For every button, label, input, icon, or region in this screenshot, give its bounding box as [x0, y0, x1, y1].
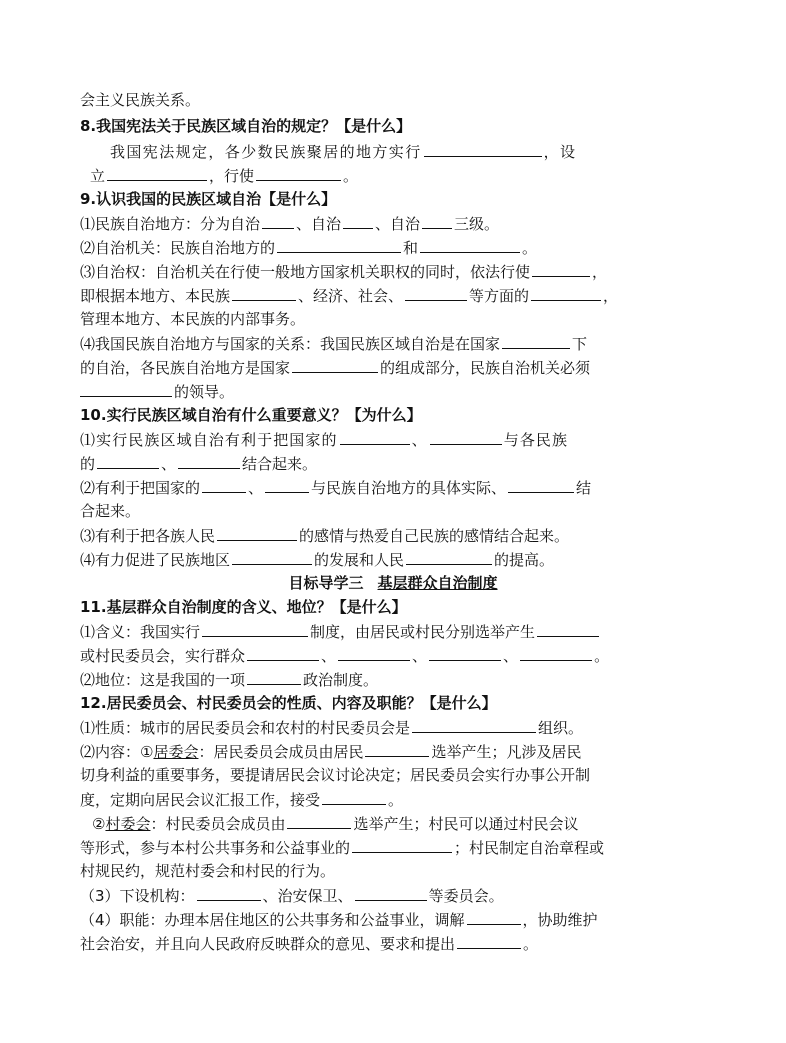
text: 、治安保卫、	[262, 887, 353, 905]
section-heading	[0, 573, 786, 593]
fill-blank[interactable]	[247, 669, 301, 685]
text: 的提高。	[494, 551, 555, 569]
text-line	[80, 477, 591, 498]
text-line	[80, 933, 538, 954]
text: 。	[522, 239, 538, 257]
text: 或村民委员会，实行群众	[80, 647, 246, 665]
text: ；村民制定自治章程或	[454, 839, 605, 857]
text: ，	[603, 287, 619, 305]
fill-blank[interactable]	[80, 381, 172, 397]
text: 与各民族	[503, 431, 569, 449]
text: 、	[412, 647, 428, 665]
text: ⑶有利于把各族人民	[80, 527, 216, 545]
fill-blank[interactable]	[232, 285, 296, 301]
fill-blank[interactable]	[256, 165, 341, 181]
fill-blank[interactable]	[457, 933, 521, 949]
text-line	[80, 885, 504, 906]
fill-blank[interactable]	[202, 477, 246, 493]
fill-blank[interactable]	[520, 645, 592, 661]
question-heading-10	[80, 405, 422, 425]
text-line	[80, 549, 554, 570]
text: 下	[572, 335, 588, 353]
text: ⑵有利于把国家的	[80, 479, 201, 497]
fill-blank[interactable]	[531, 285, 601, 301]
fill-blank[interactable]	[232, 549, 312, 565]
fill-blank[interactable]	[430, 429, 502, 445]
text: 三级。	[454, 215, 500, 233]
text-line	[80, 237, 537, 258]
heading-text: 12.居民委员会、村民委员会的性质、内容及职能？【是什么】	[80, 694, 497, 712]
fill-blank[interactable]	[292, 357, 378, 373]
text: ⑴含义：我国实行	[80, 623, 201, 641]
section-title: 基层群众自治制度	[377, 574, 498, 592]
text-line	[80, 333, 587, 354]
question-heading-12	[80, 693, 497, 713]
text-line	[80, 213, 499, 234]
fill-blank[interactable]	[467, 909, 521, 925]
text: 。	[594, 647, 610, 665]
text: 的发展和人民	[314, 551, 405, 569]
fill-blank[interactable]	[422, 213, 452, 229]
text-line	[80, 669, 378, 690]
fill-blank[interactable]	[97, 453, 159, 469]
text-line	[80, 357, 590, 378]
question-heading-8	[80, 116, 411, 136]
fill-blank[interactable]	[265, 477, 309, 493]
text: 、经济、社会、	[298, 287, 404, 305]
question-heading-9	[80, 189, 336, 209]
text: 、自治	[296, 215, 342, 233]
text: 、	[161, 455, 177, 473]
fill-blank[interactable]	[343, 213, 373, 229]
text: 的感情与热爱自己民族的感情结合起来。	[299, 527, 570, 545]
fill-blank[interactable]	[532, 261, 590, 277]
fill-blank[interactable]	[502, 333, 570, 349]
fill-blank[interactable]	[537, 621, 599, 637]
fill-blank[interactable]	[340, 429, 410, 445]
text: 等形式，参与本村公共事务和公益事业的	[80, 839, 351, 857]
text: ，	[592, 263, 608, 281]
text: 社会治安，并且向人民政府反映群众的意见、要求和提出	[80, 935, 456, 953]
text: 和	[403, 239, 419, 257]
text: 、	[321, 647, 337, 665]
text: ，行使	[209, 167, 255, 185]
heading-text: 9.认识我国的民族区域自治【是什么】	[80, 190, 337, 208]
fill-blank[interactable]	[197, 885, 261, 901]
fill-blank[interactable]	[338, 645, 410, 661]
text: ⑵自治机关：民族自治地方的	[80, 239, 276, 257]
text: ⑷我国民族自治地方与国家的关系：我国民族区域自治是在国家	[80, 335, 501, 353]
heading-text: 8.我国宪法关于民族区域自治的规定？【是什么】	[80, 117, 412, 135]
text-line	[80, 525, 569, 546]
text: ⑴性质：城市的居民委员会和农村的村民委员会是	[80, 719, 411, 737]
text: ⑴民族自治地方：分为自治	[80, 215, 261, 233]
text-line	[80, 717, 583, 738]
text-line	[80, 90, 200, 110]
fill-blank[interactable]	[508, 477, 574, 493]
text: 。	[388, 791, 404, 809]
fill-blank[interactable]	[352, 837, 452, 853]
text: 制度，由居民或村民分别选举产生	[310, 623, 536, 641]
text: 的自治，各民族自治地方是国家	[80, 359, 291, 377]
text-line	[80, 261, 607, 282]
fill-blank[interactable]	[405, 285, 467, 301]
text-line	[80, 501, 140, 521]
text-line	[80, 837, 604, 858]
fill-blank[interactable]	[420, 237, 520, 253]
text: （3）下设机构：	[80, 887, 195, 905]
text: 的组成部分，民族自治机关必须	[380, 359, 591, 377]
underlined-term: 居委会	[153, 743, 199, 761]
text: 村规民约，规范村委会和村民的行为。	[80, 862, 336, 880]
text-line	[80, 453, 317, 474]
fill-blank[interactable]	[247, 645, 319, 661]
text: ，协助维护	[522, 911, 598, 929]
fill-blank[interactable]	[322, 789, 386, 805]
text: 我国宪法规定，各少数民族聚居的地方实行	[110, 143, 422, 161]
fill-blank[interactable]	[365, 741, 429, 757]
text-line	[90, 165, 358, 186]
text: （4）职能：办理本居住地区的公共事务和公益事业，调解	[80, 911, 465, 929]
text-line	[80, 285, 618, 306]
text-line	[80, 429, 568, 450]
text: 等委员会。	[428, 887, 504, 905]
text: 选举产生；村民可以通过村民会议	[353, 815, 579, 833]
text: 即根据本地方、本民族	[80, 287, 231, 305]
underlined-term: 村委会	[105, 815, 151, 833]
text: ⑵地位：这是我国的一项	[80, 671, 246, 689]
heading-text: 10.实行民族区域自治有什么重要意义？【为什么】	[80, 406, 422, 424]
fill-blank[interactable]	[178, 453, 240, 469]
text-line	[80, 909, 598, 930]
text-line	[80, 645, 609, 666]
fill-blank[interactable]	[429, 645, 501, 661]
text: 与民族自治地方的具体实际、	[311, 479, 507, 497]
text: 会主义民族关系。	[80, 91, 201, 109]
text: 立	[90, 167, 106, 185]
question-heading-11	[80, 597, 407, 617]
text-line	[92, 813, 579, 834]
fill-blank[interactable]	[107, 165, 207, 181]
text: 等方面的	[469, 287, 530, 305]
text: 、自治	[375, 215, 421, 233]
text: 。	[343, 167, 359, 185]
fill-blank[interactable]	[406, 549, 492, 565]
fill-blank[interactable]	[412, 717, 536, 733]
fill-blank[interactable]	[202, 621, 308, 637]
heading-text: 11.基层群众自治制度的含义、地位？【是什么】	[80, 598, 407, 616]
fill-blank[interactable]	[217, 525, 297, 541]
text-line	[80, 381, 234, 402]
text: 、	[411, 431, 428, 449]
text: ⑵内容：①	[80, 743, 154, 761]
text: 度，定期向居民会议汇报工作，接受	[80, 791, 321, 809]
text-line	[80, 741, 582, 762]
text: 、	[503, 647, 519, 665]
text-line	[110, 141, 576, 162]
fill-blank[interactable]	[262, 213, 294, 229]
section-number: 目标导学三	[288, 574, 364, 592]
text: ⑴实行民族区域自治有利于把国家的	[80, 431, 338, 449]
fill-blank[interactable]	[424, 141, 542, 157]
text-line	[80, 765, 590, 785]
text: ⑶自治权：自治机关在行使一般地方国家机关职权的同时，依法行使	[80, 263, 531, 281]
text-line	[80, 621, 601, 642]
text: 合起来。	[80, 502, 141, 520]
text: 的领导。	[174, 383, 235, 401]
text: 、	[248, 479, 264, 497]
text: 管理本地方、本民族的内部事务。	[80, 310, 306, 328]
fill-blank[interactable]	[277, 237, 401, 253]
text-line	[80, 789, 403, 810]
text: ：居民委员会成员由居民	[198, 743, 364, 761]
text: 切身利益的重要事务，要提请居民会议讨论决定；居民委员会实行办事公开制	[80, 766, 591, 784]
text: ：村民委员会成员由	[150, 815, 286, 833]
text-line	[80, 309, 305, 329]
text: 结合起来。	[242, 455, 318, 473]
text-line	[80, 861, 335, 881]
fill-blank[interactable]	[355, 885, 427, 901]
text: 政治制度。	[303, 671, 379, 689]
text: 组织。	[538, 719, 584, 737]
text: 选举产生；凡涉及居民	[431, 743, 582, 761]
text: 的	[80, 455, 96, 473]
text: ，设	[543, 143, 577, 161]
text: ⑷有力促进了民族地区	[80, 551, 231, 569]
text: ②	[92, 815, 106, 833]
text: 结	[576, 479, 592, 497]
fill-blank[interactable]	[287, 813, 351, 829]
text: 。	[523, 935, 539, 953]
